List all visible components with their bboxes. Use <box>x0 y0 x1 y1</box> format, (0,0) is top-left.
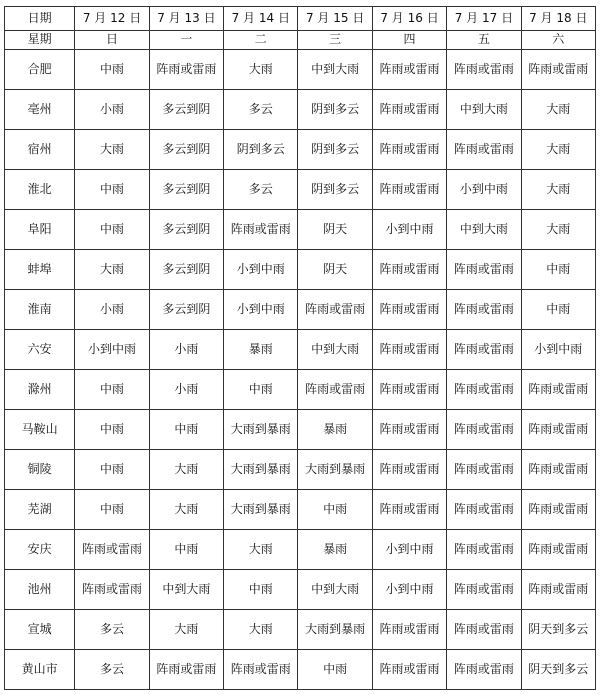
forecast-cell: 阵雨或雷雨 <box>372 649 446 689</box>
city-cell: 马鞍山 <box>5 409 75 449</box>
header-weekday-cell: 六 <box>521 30 595 49</box>
city-cell: 芜湖 <box>5 489 75 529</box>
forecast-cell: 阵雨或雷雨 <box>447 289 521 329</box>
forecast-cell: 大雨 <box>521 170 595 210</box>
forecast-cell: 阵雨或雷雨 <box>75 529 149 569</box>
forecast-cell: 中雨 <box>224 569 298 609</box>
table-row <box>5 609 596 649</box>
forecast-cell: 大雨 <box>149 489 223 529</box>
city-cell: 安庆 <box>5 529 75 569</box>
header-weekday-cell: 二 <box>224 30 298 49</box>
header-date-cell: 7 月 15 日 <box>298 7 372 31</box>
forecast-cell: 中雨 <box>75 489 149 529</box>
forecast-cell: 阵雨或雷雨 <box>521 409 595 449</box>
city-cell: 阜阳 <box>5 210 75 250</box>
forecast-cell: 中到大雨 <box>447 90 521 130</box>
forecast-cell: 多云到阴 <box>149 130 223 170</box>
forecast-cell: 中到大雨 <box>298 569 372 609</box>
forecast-cell: 阵雨或雷雨 <box>521 569 595 609</box>
header-date-cell: 7 月 16 日 <box>372 7 446 31</box>
forecast-cell: 阵雨或雷雨 <box>521 489 595 529</box>
forecast-cell: 中雨 <box>75 170 149 210</box>
header-weekday-label: 星期 <box>5 30 75 49</box>
forecast-cell: 阵雨或雷雨 <box>298 289 372 329</box>
header-weekday-cell: 四 <box>372 30 446 49</box>
forecast-cell: 阴到多云 <box>224 130 298 170</box>
forecast-cell: 阵雨或雷雨 <box>372 369 446 409</box>
forecast-cell: 中雨 <box>75 50 149 90</box>
forecast-cell: 小到中雨 <box>521 329 595 369</box>
forecast-cell: 阴到多云 <box>298 170 372 210</box>
forecast-cell: 多云到阴 <box>149 289 223 329</box>
table-row <box>5 649 596 689</box>
city-cell: 宿州 <box>5 130 75 170</box>
forecast-cell: 阵雨或雷雨 <box>372 409 446 449</box>
forecast-cell: 小到中雨 <box>224 249 298 289</box>
forecast-cell: 阴天到多云 <box>521 609 595 649</box>
header-date-cell: 7 月 13 日 <box>149 7 223 31</box>
forecast-cell: 大雨 <box>75 249 149 289</box>
city-cell: 滁州 <box>5 369 75 409</box>
forecast-cell: 暴雨 <box>298 409 372 449</box>
forecast-cell: 大雨到暴雨 <box>224 409 298 449</box>
forecast-cell: 阴天 <box>298 249 372 289</box>
forecast-cell: 多云到阴 <box>149 210 223 250</box>
forecast-cell: 阵雨或雷雨 <box>224 649 298 689</box>
forecast-cell: 小到中雨 <box>75 329 149 369</box>
forecast-cell: 大雨 <box>521 210 595 250</box>
header-row-date <box>5 7 596 31</box>
table-row <box>5 50 596 90</box>
table-body <box>5 7 596 690</box>
forecast-cell: 小到中雨 <box>372 569 446 609</box>
city-cell: 淮南 <box>5 289 75 329</box>
forecast-cell: 阵雨或雷雨 <box>521 529 595 569</box>
forecast-cell: 阵雨或雷雨 <box>447 369 521 409</box>
table-row <box>5 249 596 289</box>
forecast-cell: 多云 <box>224 170 298 210</box>
header-weekday-cell: 三 <box>298 30 372 49</box>
table-row <box>5 130 596 170</box>
forecast-cell: 中雨 <box>75 210 149 250</box>
table-row <box>5 489 596 529</box>
forecast-cell: 阵雨或雷雨 <box>75 569 149 609</box>
header-date-cell: 7 月 14 日 <box>224 7 298 31</box>
forecast-cell: 阴到多云 <box>298 90 372 130</box>
forecast-cell: 阵雨或雷雨 <box>447 529 521 569</box>
forecast-cell: 中到大雨 <box>298 329 372 369</box>
forecast-cell: 小雨 <box>75 90 149 130</box>
forecast-cell: 阵雨或雷雨 <box>372 50 446 90</box>
forecast-cell: 中雨 <box>75 449 149 489</box>
city-cell: 合肥 <box>5 50 75 90</box>
table-row <box>5 210 596 250</box>
forecast-cell: 阵雨或雷雨 <box>521 449 595 489</box>
forecast-cell: 阵雨或雷雨 <box>298 369 372 409</box>
forecast-cell: 阵雨或雷雨 <box>372 130 446 170</box>
forecast-cell: 阵雨或雷雨 <box>447 569 521 609</box>
forecast-cell: 大雨 <box>521 90 595 130</box>
table-row <box>5 170 596 210</box>
forecast-cell: 阵雨或雷雨 <box>447 50 521 90</box>
forecast-cell: 中雨 <box>298 489 372 529</box>
city-cell: 铜陵 <box>5 449 75 489</box>
forecast-cell: 阵雨或雷雨 <box>372 90 446 130</box>
city-cell: 宣城 <box>5 609 75 649</box>
forecast-cell: 多云到阴 <box>149 90 223 130</box>
city-cell: 池州 <box>5 569 75 609</box>
forecast-cell: 阵雨或雷雨 <box>447 449 521 489</box>
forecast-cell: 中雨 <box>224 369 298 409</box>
forecast-cell: 中雨 <box>149 529 223 569</box>
forecast-cell: 小雨 <box>75 289 149 329</box>
forecast-cell: 阵雨或雷雨 <box>149 649 223 689</box>
forecast-cell: 小雨 <box>149 329 223 369</box>
forecast-cell: 大雨 <box>521 130 595 170</box>
table-row <box>5 449 596 489</box>
forecast-cell: 大雨 <box>224 609 298 649</box>
forecast-cell: 多云到阴 <box>149 170 223 210</box>
table-row <box>5 329 596 369</box>
forecast-cell: 多云 <box>75 649 149 689</box>
forecast-cell: 大雨 <box>224 50 298 90</box>
header-date-cell: 7 月 18 日 <box>521 7 595 31</box>
city-cell: 六安 <box>5 329 75 369</box>
forecast-cell: 中到大雨 <box>447 210 521 250</box>
forecast-cell: 大雨到暴雨 <box>298 609 372 649</box>
forecast-cell: 小到中雨 <box>224 289 298 329</box>
table-row <box>5 369 596 409</box>
table-row <box>5 90 596 130</box>
forecast-cell: 大雨 <box>75 130 149 170</box>
forecast-cell: 阵雨或雷雨 <box>521 50 595 90</box>
forecast-cell: 阵雨或雷雨 <box>372 489 446 529</box>
weather-forecast-table <box>4 6 596 690</box>
forecast-cell: 中雨 <box>75 369 149 409</box>
forecast-cell: 中雨 <box>521 289 595 329</box>
forecast-cell: 阵雨或雷雨 <box>521 369 595 409</box>
forecast-cell: 中到大雨 <box>298 50 372 90</box>
header-date-cell: 7 月 17 日 <box>447 7 521 31</box>
forecast-cell: 中雨 <box>75 409 149 449</box>
forecast-cell: 阵雨或雷雨 <box>447 249 521 289</box>
forecast-cell: 阵雨或雷雨 <box>447 489 521 529</box>
forecast-cell: 中到大雨 <box>149 569 223 609</box>
forecast-cell: 中雨 <box>298 649 372 689</box>
forecast-cell: 暴雨 <box>298 529 372 569</box>
forecast-cell: 中雨 <box>521 249 595 289</box>
forecast-cell: 阵雨或雷雨 <box>372 289 446 329</box>
forecast-cell: 阵雨或雷雨 <box>447 130 521 170</box>
table-row <box>5 529 596 569</box>
forecast-cell: 大雨到暴雨 <box>224 489 298 529</box>
forecast-cell: 阵雨或雷雨 <box>447 649 521 689</box>
table-row <box>5 409 596 449</box>
forecast-cell: 大雨到暴雨 <box>298 449 372 489</box>
forecast-cell: 小到中雨 <box>372 529 446 569</box>
header-date-cell: 7 月 12 日 <box>75 7 149 31</box>
forecast-cell: 阵雨或雷雨 <box>447 409 521 449</box>
header-weekday-cell: 五 <box>447 30 521 49</box>
forecast-cell: 阴到多云 <box>298 130 372 170</box>
city-cell: 蚌埠 <box>5 249 75 289</box>
header-date-label: 日期 <box>5 7 75 31</box>
forecast-cell: 大雨到暴雨 <box>224 449 298 489</box>
forecast-cell: 中雨 <box>149 409 223 449</box>
forecast-cell: 阵雨或雷雨 <box>447 329 521 369</box>
forecast-cell: 小到中雨 <box>372 210 446 250</box>
forecast-cell: 阵雨或雷雨 <box>224 210 298 250</box>
forecast-cell: 多云到阴 <box>149 249 223 289</box>
forecast-cell: 阵雨或雷雨 <box>447 609 521 649</box>
forecast-cell: 多云 <box>224 90 298 130</box>
header-weekday-cell: 一 <box>149 30 223 49</box>
forecast-cell: 阵雨或雷雨 <box>372 170 446 210</box>
header-row-weekday <box>5 30 596 49</box>
forecast-cell: 阴天 <box>298 210 372 250</box>
header-weekday-cell: 日 <box>75 30 149 49</box>
forecast-cell: 多云 <box>75 609 149 649</box>
forecast-cell: 阵雨或雷雨 <box>372 449 446 489</box>
forecast-cell: 大雨 <box>224 529 298 569</box>
forecast-cell: 阴天到多云 <box>521 649 595 689</box>
forecast-cell: 阵雨或雷雨 <box>149 50 223 90</box>
forecast-cell: 大雨 <box>149 449 223 489</box>
city-cell: 亳州 <box>5 90 75 130</box>
city-cell: 淮北 <box>5 170 75 210</box>
table-row <box>5 569 596 609</box>
forecast-cell: 阵雨或雷雨 <box>372 609 446 649</box>
forecast-cell: 阵雨或雷雨 <box>372 329 446 369</box>
table-row <box>5 289 596 329</box>
forecast-cell: 阵雨或雷雨 <box>372 249 446 289</box>
city-cell: 黄山市 <box>5 649 75 689</box>
forecast-cell: 小雨 <box>149 369 223 409</box>
forecast-cell: 小到中雨 <box>447 170 521 210</box>
forecast-cell: 暴雨 <box>224 329 298 369</box>
forecast-cell: 大雨 <box>149 609 223 649</box>
